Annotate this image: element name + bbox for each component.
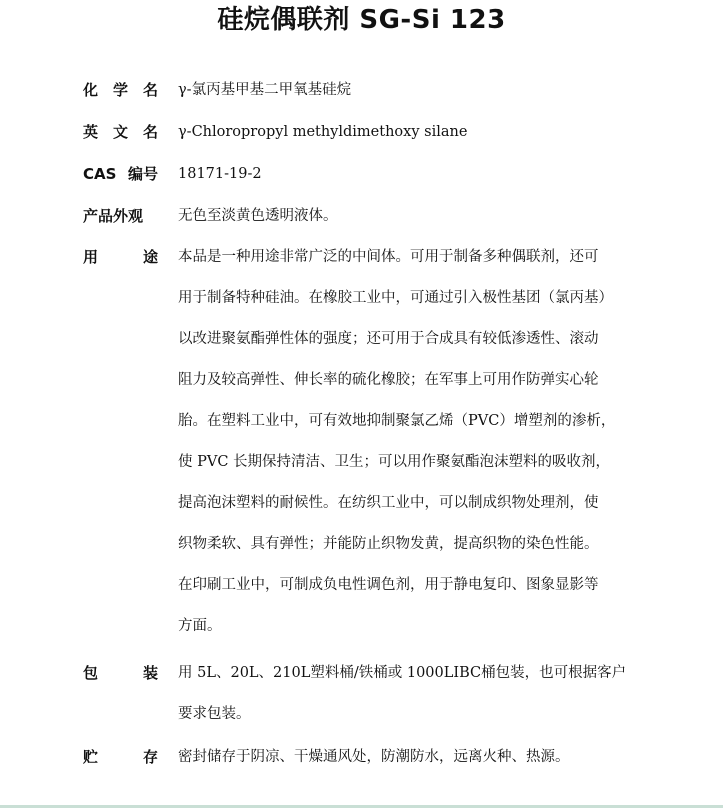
value-packaging bbox=[178, 653, 638, 735]
value-chemical-name: γ-氯丙基甲基二甲氧基硅烷 bbox=[178, 82, 352, 98]
usage-line: 阻力及较高弹性、伸长率的硫化橡胶；在军事上可用作防弹实心轮 bbox=[178, 372, 599, 388]
usage-line: 本品是一种用途非常广泛的中间体。可用于制备多种偶联剂，还可 bbox=[178, 249, 599, 265]
value-cas: 18171-19-2 bbox=[178, 166, 262, 182]
value-appearance: 无色至淡黄色透明液体。 bbox=[178, 208, 338, 224]
label-char: 装 bbox=[142, 664, 158, 682]
label-appearance bbox=[83, 196, 158, 237]
packaging-line: 用 5L、20L、210L塑料桶/铁桶或 1000LIBC桶包装，也可根据客户 bbox=[178, 665, 627, 681]
label-part: 产品外观 bbox=[83, 207, 144, 225]
usage-line: 织物柔软、具有弹性；并能防止织物发黄，提高织物的染色性能。 bbox=[178, 536, 599, 552]
usage-line: 以改进聚氨酯弹性体的强度；还可用于合成具有较低渗透性、滚动 bbox=[178, 331, 599, 347]
usage-line: 胎。在塑料工业中，可有效地抑制聚氯乙烯（PVC）增塑剂的渗析， bbox=[178, 413, 616, 429]
label-char: 化 bbox=[83, 81, 99, 99]
value-english-name: γ-Chloropropyl methyldimethoxy silane bbox=[178, 124, 468, 140]
label-char: 存 bbox=[142, 748, 158, 766]
label-storage bbox=[83, 737, 158, 778]
label-char: 学 bbox=[112, 81, 128, 99]
label-part: 编号 bbox=[127, 165, 158, 183]
label-char: 英 bbox=[83, 123, 99, 141]
label-part: CAS bbox=[83, 165, 117, 183]
document-title: 硅烷偶联剂 SG-Si 123 bbox=[217, 5, 506, 35]
usage-line: 提高泡沫塑料的耐候性。在纺织工业中，可以制成织物处理剂，使 bbox=[178, 495, 599, 511]
value-storage: 密封储存于阴凉、干燥通风处，防潮防水，远离火种、热源。 bbox=[178, 749, 570, 765]
label-char: 文 bbox=[112, 123, 128, 141]
label-cas bbox=[83, 154, 158, 195]
label-char: 用 bbox=[83, 248, 99, 266]
label-char: 名 bbox=[142, 81, 158, 99]
usage-line: 使 PVC 长期保持清洁、卫生；可以用作聚氨酯泡沫塑料的吸收剂， bbox=[178, 454, 611, 470]
usage-line: 在印刷工业中，可制成负电性调色剂，用于静电复印、图象显影等 bbox=[178, 577, 599, 593]
usage-line: 方面。 bbox=[178, 618, 222, 634]
label-english-name bbox=[83, 112, 158, 153]
usage-line: 用于制备特种硅油。在橡胶工业中，可通过引入极性基团（氯丙基） bbox=[178, 290, 613, 306]
label-char: 名 bbox=[142, 123, 158, 141]
value-usage bbox=[178, 237, 638, 647]
label-char: 包 bbox=[83, 664, 99, 682]
label-char: 途 bbox=[142, 248, 158, 266]
label-packaging bbox=[83, 653, 158, 694]
label-char: 贮 bbox=[83, 748, 99, 766]
packaging-line: 要求包装。 bbox=[178, 706, 251, 722]
label-usage bbox=[83, 237, 158, 278]
label-chemical-name bbox=[83, 70, 158, 111]
